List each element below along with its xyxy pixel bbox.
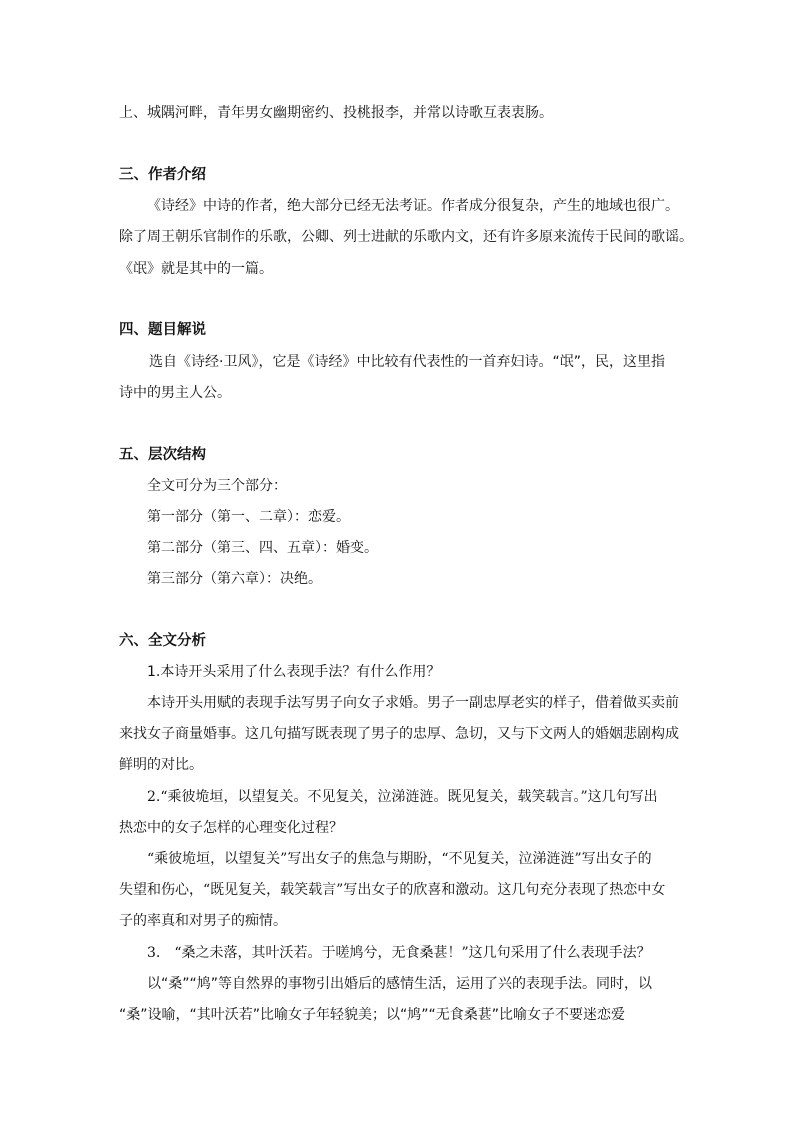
section-heading-analysis: 六、全文分析 — [119, 633, 206, 649]
paragraph-line: 来找女子商量婚事。这几句描写既表现了男子的忠厚、急切，又与下文两人的婚姻悲剧构成 — [119, 726, 679, 742]
paragraph-line: “桑”设喻，“其叶沃若”比喻女子年轻貌美；以“鸠”“无食桑葚”比喻女子不要迷恋爱 — [119, 1007, 626, 1023]
paragraph-line: 本诗开头用赋的表现手法写男子向女子求婚。男子一副忠厚老实的样子，借着做买卖前 — [147, 695, 679, 711]
paragraph-line: “乘彼垝垣，以望复关”写出女子的焦急与期盼，“不见复关，泣涕涟涟”写出女子的 — [147, 851, 652, 867]
question-line: 1.本诗开头采用了什么表现手法？有什么作用？ — [147, 664, 441, 680]
paragraph-line: 鲜明的对比。 — [119, 757, 203, 773]
paragraph-line: 上、城隅河畔，青年男女幽期密约、投桃报李，并常以诗歌互表衷肠。 — [119, 105, 553, 121]
paragraph-line: 《氓》就是其中的一篇。 — [119, 261, 273, 277]
paragraph-line: 选自《诗经·卫风》，它是《诗经》中比较有代表性的一首弃妇诗。“氓”，民，这里指 — [149, 354, 665, 370]
section-heading-author: 三、作者介绍 — [119, 167, 206, 183]
section-heading-structure: 五、层次结构 — [119, 447, 206, 463]
question-line: 热恋中的女子怎样的心理变化过程？ — [119, 820, 343, 836]
question-line: 3. “桑之未落，其叶沃若。于嗟鸠兮，无食桑葚！”这几句采用了什么表现手法？ — [147, 945, 651, 961]
paragraph-line: 第一部分（第一、二章）：恋爱。 — [147, 509, 350, 525]
paragraph-line: 《诗经》中诗的作者，绝大部分已经无法考证。作者成分很复杂，产生的地域也很广。 — [147, 198, 679, 214]
paragraph-line: 第二部分（第三、四、五章）：婚变。 — [147, 540, 378, 556]
paragraph-line: 全文可分为三个部分： — [147, 478, 287, 494]
paragraph-line: 除了周王朝乐官制作的乐歌，公卿、列士进献的乐歌内文，还有许多原来流传于民间的歌谣。 — [119, 229, 693, 245]
question-line: 2.“乘彼垝垣，以望复关。不见复关，泣涕涟涟。既见复关，载笑载言。”这几句写出 — [147, 789, 658, 805]
paragraph-line: 第三部分（第六章）：决绝。 — [147, 571, 322, 587]
paragraph-line: 失望和伤心，“既见复关，载笑载言”写出女子的欣喜和激动。这几句充分表现了热恋中女 — [119, 882, 666, 898]
paragraph-line: 诗中的男主人公。 — [119, 385, 231, 401]
paragraph-line: 以“桑”“鸠”等自然界的事物引出婚后的感情生活，运用了兴的表现手法。同时，以 — [147, 976, 653, 992]
section-heading-title: 四、题目解说 — [119, 322, 206, 338]
paragraph-line: 子的率真和对男子的痴情。 — [119, 913, 287, 929]
